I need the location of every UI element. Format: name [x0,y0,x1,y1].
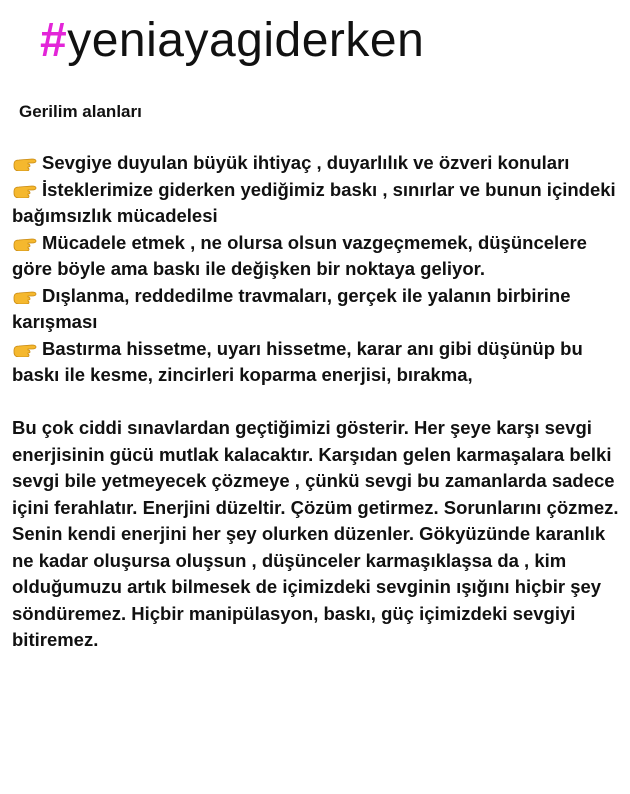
bullet-text: Mücadele etmek , ne olursa olsun vazgeçmemek, düşüncelere göre böyle ama baskı ile değişken bir noktaya geliyor. [12,231,587,279]
bullet-item [12,283,624,336]
pointing-hand-icon [12,235,40,251]
hashtag-symbol: # [40,14,68,67]
paragraph-gap [12,389,624,416]
pointing-hand-icon [12,182,40,198]
bullet-text: Sevgiye duyulan büyük ihtiyaç , duyarlılık ve özveri konuları [42,152,570,173]
bullet-item [12,150,624,177]
pointing-hand-icon [12,288,40,304]
pointing-hand-icon [12,155,40,171]
bullet-item [12,230,624,283]
hashtag-text: yeniayagiderken [67,14,425,67]
bullet-text: Dışlanma, reddedilme travmaları, gerçek ile yalanın birbirine karışması [12,284,571,332]
body-paragraph: Bu çok ciddi sınavlardan geçtiğimizi gösterir. Her şeye karşı sevgi enerjisinin gücü mutlak kalacaktır. Karşıdan gelen karmaşalara belki sevgi bile yetmeyecek çözmeye , çünkü sevgi bu zamanlarda sadece içini ferahlatır. Enerjini düzeltir. Çözüm getirmez. Sorunlarını çözmez. Senin kendi enerjini her şey olurken düzenler. Gökyüzünde karanlık ne kadar oluşursa oluşsun , düşünceler karmaşıklaşsa da , kim olduğumuzu artık bilmesek de içimizdeki sevginin ışığını hiçbir şey söndüremez. Hiçbir manipülasyon, baskı, güç içimizdeki sevgiyi bitiremez. [12,417,619,650]
pointing-hand-icon [12,341,40,357]
post-body [12,150,624,654]
bullet-item [12,177,624,230]
bullet-item [12,336,624,389]
section-heading: Gerilim alanları [19,102,142,121]
bullet-text: Bastırma hissetme, uyarı hissetme, karar anı gibi düşünüp bu baskı ile kesme, zincirleri koparma enerjisi, bırakma, [12,337,583,385]
bullet-text: İsteklerimize giderken yediğimiz baskı , sınırlar ve bunun içindeki bağımsızlık mücadelesi [12,178,616,226]
hashtag-title [40,10,424,72]
